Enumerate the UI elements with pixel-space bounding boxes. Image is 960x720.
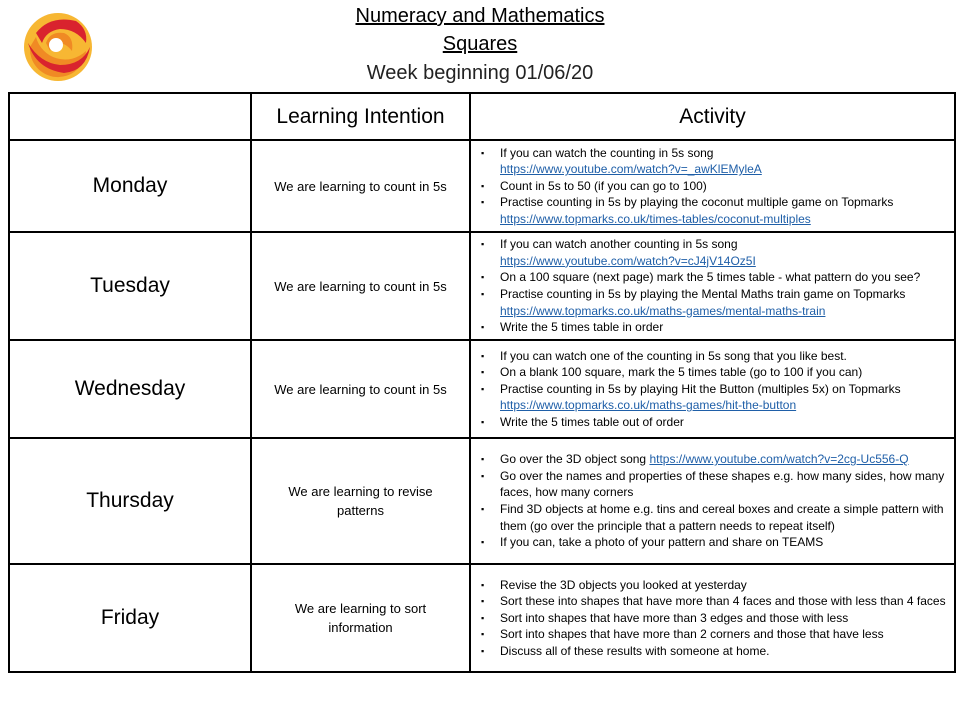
activity-cell	[470, 564, 955, 672]
table-header-row	[9, 93, 955, 140]
activity-cell	[470, 438, 955, 564]
header-learning-intention: Learning Intention	[251, 93, 470, 140]
day-cell: Friday	[9, 564, 251, 672]
page-title: Numeracy and Mathematics	[355, 5, 605, 27]
youtube-link[interactable]: https://www.youtube.com/watch?v=_awKlEMyleA	[500, 162, 762, 177]
activity-cell	[470, 340, 955, 438]
activity-item: ▪ Count in 5s to 50 (if you can go to 100)	[481, 178, 948, 195]
activity-item: ▪ If you can, take a photo of your pattern and share on TEAMS	[481, 534, 948, 551]
activity-item: ▪ Sort these into shapes that have more than 4 faces and those with less than 4 faces	[481, 593, 948, 610]
table-row	[9, 564, 955, 672]
activity-item: ▪ Practise counting in 5s by playing Hit the Button (multiples 5x) on Topmarks https://www.topmarks.co.uk/maths-games/hit-the-button	[481, 381, 948, 414]
activity-cell	[470, 140, 955, 232]
topmarks-link[interactable]: https://www.topmarks.co.uk/times-tables/coconut-multiples	[500, 211, 811, 226]
activity-item: ▪ Write the 5 times table in order	[481, 319, 948, 336]
header-activity: Activity	[470, 93, 955, 140]
header-day	[9, 93, 251, 140]
day-cell: Tuesday	[9, 232, 251, 340]
activity-item: ▪ Sort into shapes that have more than 2 corners and those that have less	[481, 626, 948, 643]
intention-cell: We are learning to count in 5s	[251, 232, 470, 340]
weekly-plan-table	[8, 92, 956, 673]
activity-cell	[470, 232, 955, 340]
table-row	[9, 340, 955, 438]
activity-item: ▪ Discuss all of these results with someone at home.	[481, 643, 948, 660]
table-row	[9, 232, 955, 340]
activity-item: ▪ If you can watch another counting in 5s song https://www.youtube.com/watch?v=cJ4jV14Oz5I	[481, 236, 948, 269]
topmarks-link[interactable]: https://www.topmarks.co.uk/maths-games/hit-the-button	[500, 398, 797, 413]
youtube-link[interactable]: https://www.youtube.com/watch?v=2cg-Uc556-Q	[649, 452, 909, 467]
day-cell: Thursday	[9, 438, 251, 564]
activity-item: ▪ Sort into shapes that have more than 3 edges and those with less	[481, 610, 948, 627]
activity-item: ▪ Go over the 3D object song https://www.youtube.com/watch?v=2cg-Uc556-Q	[481, 451, 948, 468]
activity-item: ▪ Practise counting in 5s by playing the coconut multiple game on Topmarks https://www.topmarks.co.uk/times-tables/coconut-multiples	[481, 194, 948, 227]
activity-item: ▪ Practise counting in 5s by playing the Mental Maths train game on Topmarks https://www.topmarks.co.uk/maths-games/mental-maths-train	[481, 286, 948, 319]
activity-item: ▪ If you can watch the counting in 5s song https://www.youtube.com/watch?v=_awKlEMyleA	[481, 145, 948, 178]
activity-item: ▪ Find 3D objects at home e.g. tins and cereal boxes and create a simple pattern with them (go over the principle that a pattern needs to repeat itself)	[481, 501, 948, 534]
activity-item: ▪ On a blank 100 square, mark the 5 times table (go to 100 if you can)	[481, 364, 948, 381]
youtube-link[interactable]: https://www.youtube.com/watch?v=cJ4jV14Oz5I	[500, 253, 756, 268]
topic-title: Squares	[442, 33, 518, 55]
table-row	[9, 140, 955, 232]
intention-cell: We are learning to revise patterns	[251, 438, 470, 564]
day-cell: Wednesday	[9, 340, 251, 438]
topmarks-link[interactable]: https://www.topmarks.co.uk/maths-games/mental-maths-train	[500, 303, 826, 318]
week-label: Week beginning 01/06/20	[366, 62, 594, 84]
intention-cell: We are learning to sort information	[251, 564, 470, 672]
activity-item: ▪ Go over the names and properties of these shapes e.g. how many sides, how many faces, how many corners	[481, 468, 948, 501]
activity-item: ▪ On a 100 square (next page) mark the 5 times table - what pattern do you see?	[481, 269, 948, 286]
activity-item: ▪ Revise the 3D objects you looked at yesterday	[481, 577, 948, 594]
intention-cell: We are learning to count in 5s	[251, 340, 470, 438]
table-row	[9, 438, 955, 564]
intention-cell: We are learning to count in 5s	[251, 140, 470, 232]
day-cell: Monday	[9, 140, 251, 232]
page-header	[250, 2, 710, 88]
activity-item: ▪ If you can watch one of the counting in 5s song that you like best.	[481, 348, 948, 365]
activity-item: ▪ Write the 5 times table out of order	[481, 414, 948, 431]
phoenix-logo-icon	[16, 7, 100, 83]
